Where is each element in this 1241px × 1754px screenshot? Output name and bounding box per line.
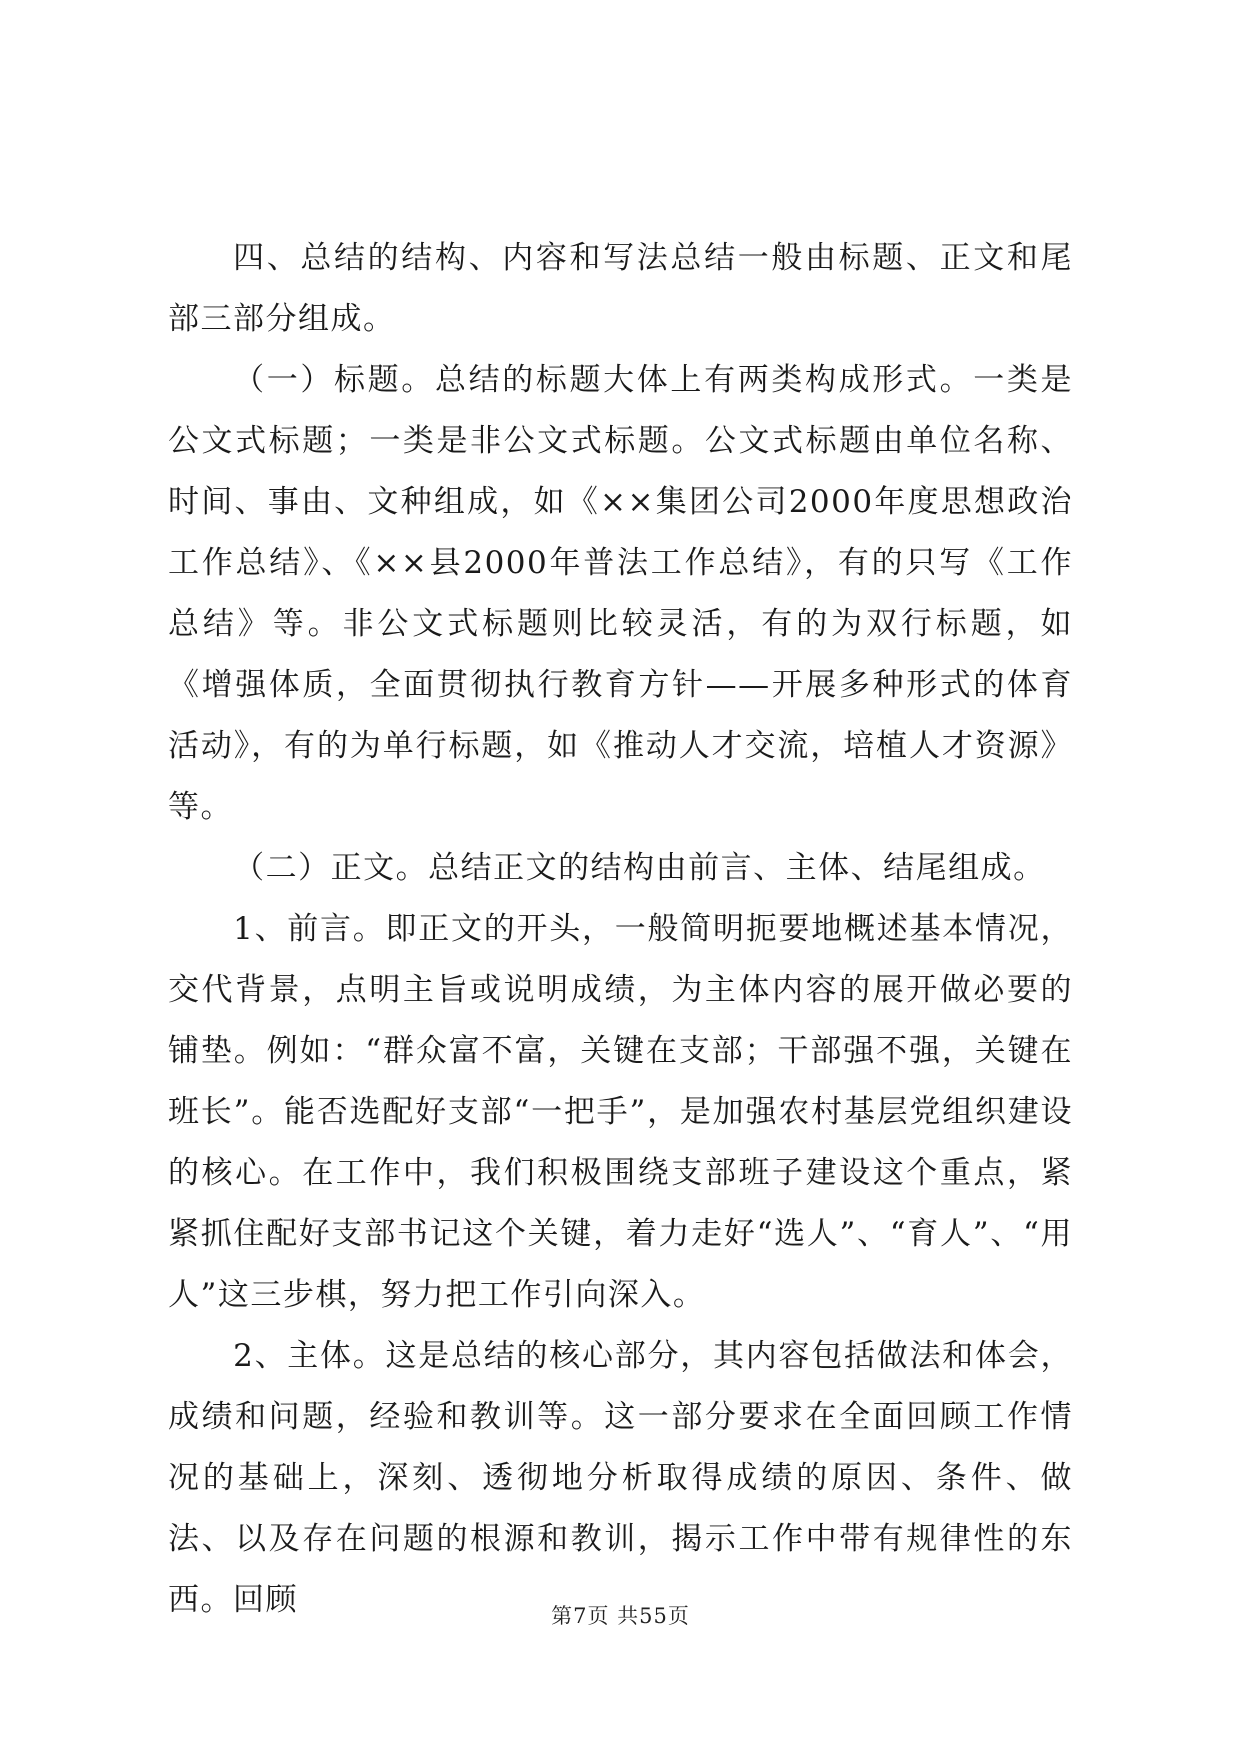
paragraph-section-four: 四、总结的结构、内容和写法总结一般由标题、正文和尾部三部分组成。 <box>168 240 1073 337</box>
paragraph-main-body: 2、主体。这是总结的核心部分，其内容包括做法和体会，成绩和问题，经验和教训等。这一部分要求在全面回顾工作情况的基础上，深刻、透彻地分析取得成绩的原因、条件、做法、以及存在问题的根源和教训，揭示工作中带有规律性的东西。回顾 <box>168 1338 1073 1618</box>
paragraph-title-section: （一）标题。总结的标题大体上有两类构成形式。一类是公文式标题；一类是非公文式标题。公文式标题由单位名称、时间、事由、文种组成，如《××集团公司2000年度思想政治工作总结》、《××县2000年普法工作总结》，有的只写《工作总结》等。非公文式标题则比较灵活，有的为双行标题，如《增强体质，全面贯彻执行教育方针——开展多种形式的体育活动》，有的为单行标题，如《推动人才交流，培植人才资源》等。 <box>168 362 1073 825</box>
document-body <box>168 228 1073 1631</box>
page-footer: 第7页 共55页 <box>551 1604 690 1628</box>
paragraph-body-section: （二）正文。总结正文的结构由前言、主体、结尾组成。 <box>233 850 1046 886</box>
paragraph-preface: 1、前言。即正文的开头，一般简明扼要地概述基本情况，交代背景，点明主旨或说明成绩，为主体内容的展开做必要的铺垫。例如：“群众富不富，关键在支部；干部强不强，关键在班长”。能否选配好支部“一把手”，是加强农村基层党组织建设的核心。在工作中，我们积极围绕支部班子建设这个重点，紧紧抓住配好支部书记这个关键，着力走好“选人”、“育人”、“用人”这三步棋，努力把工作引向深入。 <box>168 911 1073 1313</box>
